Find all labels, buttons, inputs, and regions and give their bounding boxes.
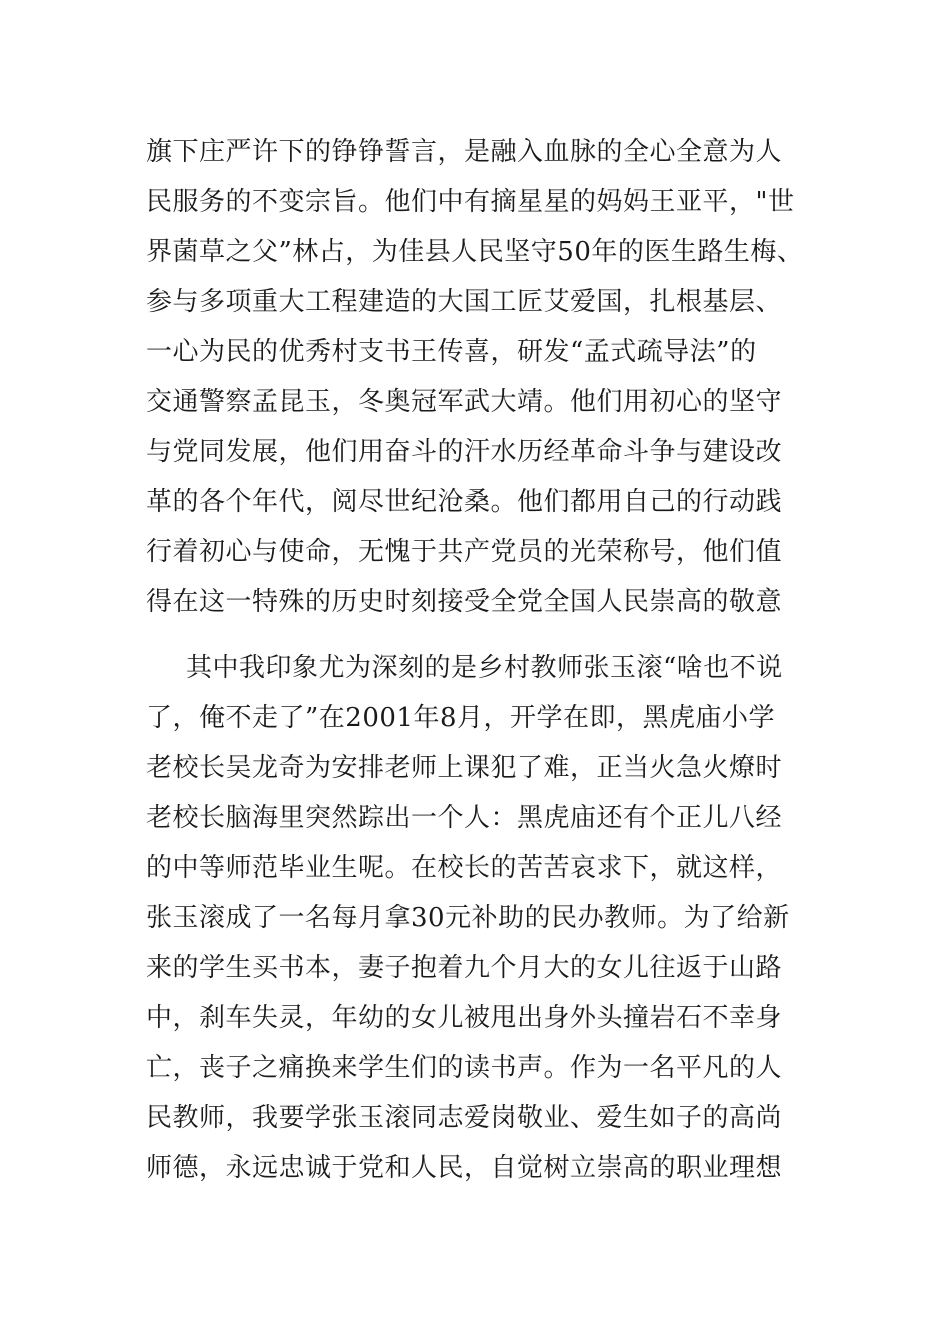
text-line: 老校长吴龙奇为安排老师上课犯了难，正当火急火燎时 [146,753,783,783]
text-line: 行着初心与使命，无愧于共产党员的光荣称号，他们值 [146,537,783,567]
text-line: 中，刹车失灵，年幼的女儿被甩出身外头撞岩石不幸身 [146,1003,783,1033]
text-line: 民教师，我要学张玉滚同志爱岗敬业、爱生如子的高尚 [146,1103,783,1133]
text-line: 界菌草之父”林占，为佳县人民坚守50年的医生路生梅、 [146,237,804,267]
text-line: 其中我印象尤为深刻的是乡村教师张玉滚“啥也不说 [186,653,783,683]
text-line: 民服务的不变宗旨。他们中有摘星星的妈妈王亚平，"世 [146,187,795,217]
text-line: 革的各个年代，阅尽世纪沧桑。他们都用自己的行动践 [146,487,783,517]
text-line: 与党同发展，他们用奋斗的汗水历经革命斗争与建设改 [146,437,783,467]
text-line: 得在这一特殊的历史时刻接受全党全国人民崇高的敬意 [146,587,783,617]
text-line: 旗下庄严许下的铮铮誓言，是融入血脉的全心全意为人 [146,137,783,167]
text-line: 张玉滚成了一名每月拿30元补助的民办教师。为了给新 [146,903,790,933]
text-line: 了，俺不走了”在2001年8月，开学在即，黑虎庙小学 [146,703,776,733]
text-line: 亡，丧子之痛换来学生们的读书声。作为一名平凡的人 [146,1053,783,1083]
text-line: 交通警察孟昆玉，冬奥冠军武大靖。他们用初心的坚守 [146,387,783,417]
text-line: 师德，永远忠诚于党和人民，自觉树立崇高的职业理想 [146,1153,783,1183]
text-line: 一心为民的优秀村支书王传喜，研发“孟式疏导法”的 [146,337,757,367]
text-line: 的中等师范毕业生呢。在校长的苦苦哀求下，就这样， [146,853,783,883]
text-line: 老校长脑海里突然踪出一个人：黑虎庙还有个正儿八经 [146,803,783,833]
text-line: 参与多项重大工程建造的大国工匠艾爱国，扎根基层、 [146,287,783,317]
text-line: 来的学生买书本，妻子抱着九个月大的女儿往返于山路 [146,953,783,983]
